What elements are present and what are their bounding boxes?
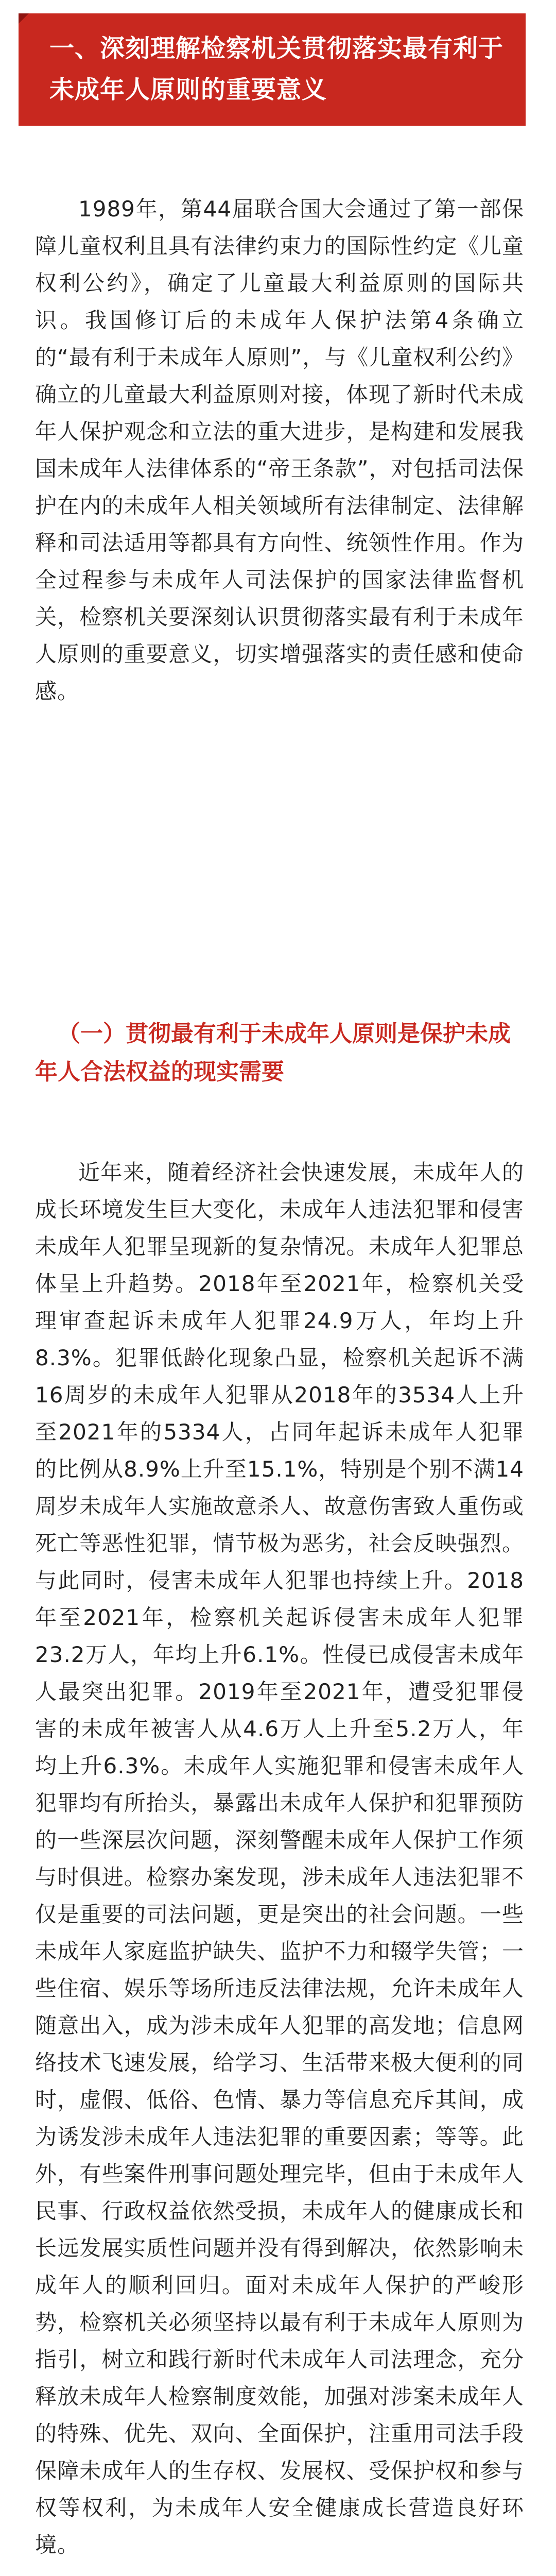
subsection-title: （一）贯彻最有利于未成年人原则是保护未成年人合法权益的现实需要 [35, 1021, 511, 1085]
section-title: 一、深刻理解检察机关贯彻落实最有利于未成年人原则的重要意义 [49, 34, 504, 104]
banner-corner-decoration [19, 13, 29, 24]
section-header-banner [19, 13, 526, 126]
paragraph-body: 近年来，随着经济社会快速发展，未成年人的成长环境发生巨大变化，未成年人违法犯罪和侵害未成年人犯罪呈现新的复杂情况。未成年人犯罪总体呈上升趋势。2018年至2021年，检察机关受理审查起诉未成年人犯罪24.9万人，年均上升8.3%。犯罪低龄化现象凸显，检察机关起诉不满16周岁的未成年人犯罪从2018年的3534人上升至2021年的5334人，占同年起诉未成年人犯罪的比例从8.9%上升至15.1%，特别是个别不满14周岁未成年人实施故意杀人、故意伤害致人重伤或死亡等恶性犯罪，情节极为恶劣，社会反映强烈。与此同时，侵害未成年人犯罪也持续上升。2018年至2021年，检察机关起诉侵害未成年人犯罪23.2万人，年均上升6.1%。性侵已成侵害未成年人最突出犯罪。2019年至2021年，遭受犯罪侵害的未成年被害人从4.6万人上升至5.2万人，年均上升6.3%。未成年人实施犯罪和侵害未成年人犯罪均有所抬头，暴露出未成年人保护和犯罪预防的一些深层次问题，深刻警醒未成年人保护工作须与时俱进。检察办案发现，涉未成年人违法犯罪不仅是重要的司法问题，更是突出的社会问题。一些未成年人家庭监护缺失、监护不力和辍学失管；一些住宿、娱乐等场所违反法律法规，允许未成年人随意出入，成为涉未成年人犯罪的高发地；信息网络技术飞速发展，给学习、生活带来极大便利的同时，虚假、低俗、色情、暴力等信息充斥其间，成为诱发涉未成年人违法犯罪的重要因素；等等。此外，有些案件刑事问题处理完毕，但由于未成年人民事、行政权益依然受损，未成年人的健康成长和长远发展实质性问题并没有得到解决，依然影响未成年人的顺利回归。面对未成年人保护的严峻形势，检察机关必须坚持以最有利于未成年人原则为指引，树立和践行新时代未成年人司法理念，充分释放未成年人检察制度效能，加强对涉案未成年人的特殊、优先、双向、全面保护，注重用司法手段保障未成年人的生存权、发展权、受保护权和参与权等权利，为未成年人安全健康成长营造良好环境。 [35, 1160, 524, 2557]
paragraph-intro: 1989年，第44届联合国大会通过了第一部保障儿童权利且具有法律约束力的国际性约定《儿童权利公约》，确定了儿童最大利益原则的国际共识。我国修订后的未成年人保护法第4条确立的“最有利于未成年人原则”，与《儿童权利公约》确立的儿童最大利益原则对接，体现了新时代未成年人保护观念和立法的重大进步，是构建和发展我国未成年人法律体系的“帝王条款”，对包括司法保护在内的未成年人相关领域所有法律制定、法律解释和司法适用等都具有方向性、统领性作用。作为全过程参与未成年人司法保护的国家法律监督机关，检察机关要深刻认识贯彻落实最有利于未成年人原则的重要意义，切实增强落实的责任感和使命感。 [35, 196, 524, 704]
